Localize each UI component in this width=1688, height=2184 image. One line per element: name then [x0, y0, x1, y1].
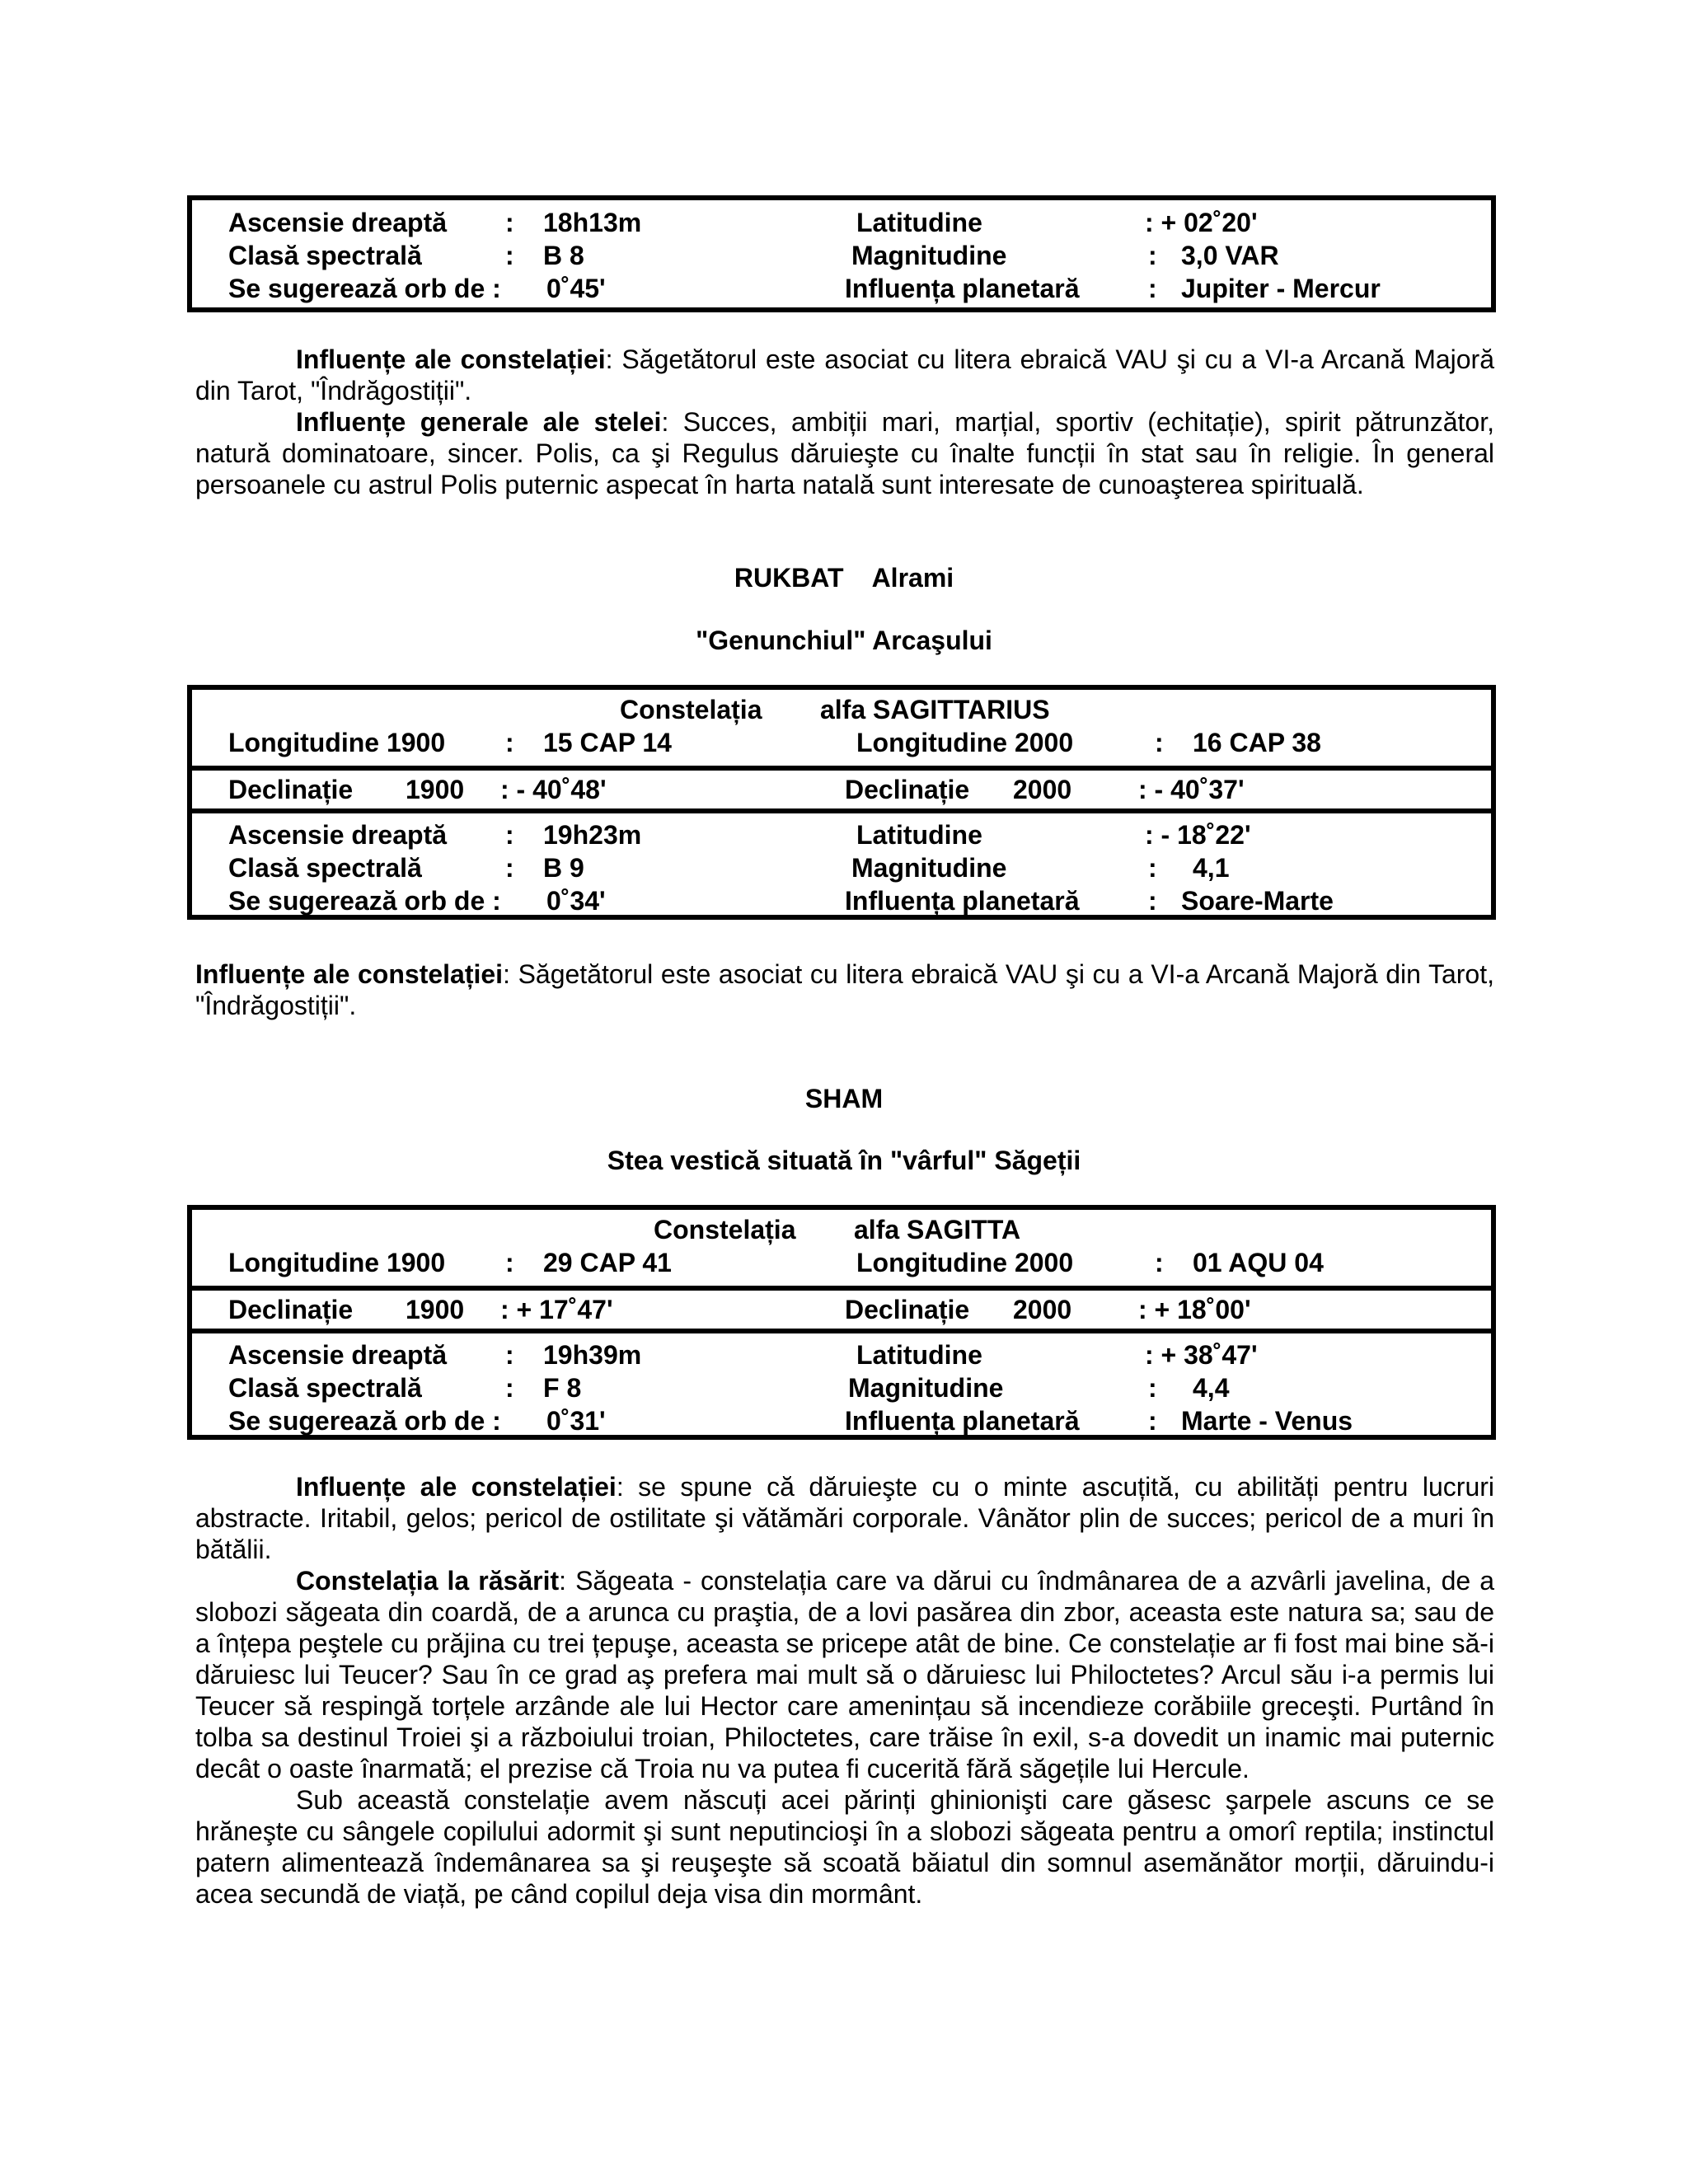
- coordinates-section: [192, 808, 1491, 917]
- right-ascension-label: Ascensie dreaptă: [228, 1340, 448, 1370]
- constellation-row: [192, 1213, 1491, 1246]
- declination-2000-value: : - 40˚37ʹ: [1138, 775, 1245, 804]
- paragraph: [195, 406, 1494, 500]
- spectral-class-label: Clasă spectrală: [228, 1373, 422, 1403]
- longitude-section: [192, 1210, 1491, 1286]
- declination-1900-value: : - 40˚48ʹ: [500, 775, 607, 804]
- longitude-1900-label: Longitudine 1900: [228, 1248, 446, 1277]
- declination-section: [192, 1286, 1491, 1329]
- orb-value: 0˚31ʹ: [546, 1406, 606, 1436]
- planetary-influence-value: Marte - Venus: [1181, 1406, 1353, 1436]
- right-ascension-value: 18h13m: [543, 208, 642, 237]
- spectral-class-label: Clasă spectrală: [228, 853, 422, 883]
- latitude-value: : + 02˚20ʹ: [1145, 208, 1258, 237]
- latitude-label: Latitudine: [856, 208, 982, 237]
- spectral-class-label: Clasă spectrală: [228, 241, 422, 270]
- colon: :: [1148, 886, 1157, 916]
- declination-2000-value: : + 18˚00ʹ: [1138, 1295, 1251, 1324]
- constellation-influence-label: Influențe ale constelației: [296, 1472, 617, 1502]
- magnitude-label: Magnitudine: [851, 241, 1007, 270]
- table-row: [192, 884, 1491, 917]
- declination-2000-year: 2000: [1013, 775, 1072, 804]
- declination-1900-year: 1900: [406, 775, 465, 804]
- longitude-1900-value: 15 CAP 14: [543, 728, 672, 757]
- spectral-class-value: F 8: [543, 1373, 582, 1403]
- colon: :: [1148, 1373, 1157, 1403]
- planetary-influence-label: Influența planetară: [845, 886, 1080, 916]
- planetary-influence-label: Influența planetară: [845, 274, 1080, 303]
- star-data-table-sham: [187, 1205, 1496, 1440]
- declination-2000-label: Declinație: [845, 775, 970, 804]
- orb-value: 0˚34ʹ: [546, 886, 606, 916]
- star-name: RUKBAT: [734, 563, 844, 593]
- declination-1900-year: 1900: [406, 1295, 465, 1324]
- right-ascension-value: 19h23m: [543, 820, 642, 850]
- constellation-label: Constelația: [620, 695, 762, 724]
- longitude-2000-value: 01 AQU 04: [1193, 1248, 1324, 1277]
- longitude-2000-label: Longitudine 2000: [856, 728, 1074, 757]
- declination-2000-label: Declinație: [845, 1295, 970, 1324]
- longitude-1900-label: Longitudine 1900: [228, 728, 446, 757]
- magnitude-value: 4,4: [1193, 1373, 1230, 1403]
- colon: :: [1155, 1248, 1164, 1277]
- colon: :: [505, 1373, 514, 1403]
- table-row: [192, 773, 1491, 806]
- colon: :: [505, 728, 514, 757]
- constellation-row: [192, 693, 1491, 726]
- magnitude-label: Magnitudine: [848, 1373, 1004, 1403]
- latitude-value: : - 18˚22ʹ: [1145, 820, 1251, 850]
- subtitle-text: Stea vestică situată în "vârful" Săgeții: [607, 1146, 1081, 1175]
- rising-constellation-label: Constelația la răsărit: [296, 1566, 560, 1596]
- paragraph-text: : Săgeata - constelația care va dărui cu îndmânarea de a azvârli javelina, de a slobozi săgeata din coardă, de a arunca cu praştia, de a lovi pasărea din zbor, aceasta este natura sa; sau de a înțepa peştele cu prăjina cu trei țepuşe, aceasta se pricepe atât de bine. Ce constelație ar fi fost mai bine să-i dăruiesc lui Teucer? Sau în ce grad aş prefera mai mult să o dăruiesc lui Philoctetes? Arcul său i-a permis lui Teucer să respingă torțele arzânde ale lui Hector care amenințau să incendieze corăbiile greceşti. Purtând în tolba sa destinul Troiei şi a războiului troian, Philoctetes, care trăise în exil, s-a dovedit un inamic mai puternic decât o oaste înarmată; el prezise că Troia nu va putea fi cucerită fără săgețile lui Hercule.: [195, 1566, 1495, 1783]
- orb-label: Se sugerează orb de :: [228, 274, 501, 303]
- declination-1900-value: : + 17˚47ʹ: [500, 1295, 613, 1324]
- table-row: [192, 851, 1491, 884]
- longitude-2000-label: Longitudine 2000: [856, 1248, 1074, 1277]
- colon: :: [1148, 274, 1157, 303]
- longitude-section: [192, 690, 1491, 766]
- table-row: [192, 206, 1491, 239]
- magnitude-value: 4,1: [1193, 853, 1230, 883]
- colon: :: [505, 208, 514, 237]
- declination-1900-label: Declinație: [228, 775, 354, 804]
- table-row: [192, 818, 1491, 851]
- paragraph: [195, 1565, 1494, 1784]
- spectral-class-value: B 8: [543, 241, 584, 270]
- colon: :: [1148, 241, 1157, 270]
- coordinates-section: [192, 200, 1491, 305]
- right-ascension-value: 19h39m: [543, 1340, 642, 1370]
- polis-description: [195, 344, 1494, 500]
- right-ascension-label: Ascensie dreaptă: [228, 820, 448, 850]
- paragraph-text: : Săgetătorul este asociat cu litera ebraică VAU şi cu a VI-a Arcană Majoră din Tarot, "Îndrăgostiții".: [195, 344, 1495, 405]
- colon: :: [1148, 1406, 1157, 1436]
- star-subtitle-rukbat: [0, 624, 1688, 657]
- colon: :: [1148, 853, 1157, 883]
- table-row: [192, 1371, 1491, 1404]
- table-row: [192, 1293, 1491, 1326]
- paragraph-text: Sub această constelație avem născuți acei părinți ghinionişti care găsesc şarpele ascuns ce se hrăneşte cu sângele copilului adormit şi sunt neputincioşi în a slobozi săgeata pentru a omorî reptila; instinctul patern alimentează îndemânarea sa şi reuşeşte să scoată băiatul din somnul asemănător morții, dăruindu-i acea secundă de viață, pe când copilul deja visa din mormânt.: [195, 1785, 1494, 1909]
- table-row: [192, 1246, 1491, 1279]
- paragraph: [195, 958, 1494, 1021]
- colon: :: [1155, 728, 1164, 757]
- paragraph-text: : se spune că dăruieşte cu o minte ascuțită, cu abilități pentru lucruri abstracte. Iritabil, gelos; pericol de ostilitate şi vătămări corporale. Vânător plin de succes; pericol de a muri în bătălii.: [195, 1472, 1495, 1564]
- paragraph: [195, 1471, 1494, 1565]
- star-data-table-polis: [187, 195, 1496, 312]
- latitude-value: : + 38˚47ʹ: [1145, 1340, 1258, 1370]
- paragraph-text: : Succes, ambiții mari, marțial, sportiv (echitație), spirit pătrunzător, natură dominatoare, sincer. Polis, ca şi Regulus dăruieşte cu înalte funcții în stat sau în religie. În general persoanele cu astrul Polis puternic aspecat în harta natală sunt interesate de cunoaşterea spirituală.: [195, 407, 1495, 499]
- star-heading-sham: [0, 1082, 1688, 1115]
- table-row: [192, 1404, 1491, 1437]
- latitude-label: Latitudine: [856, 820, 982, 850]
- table-row: [192, 239, 1491, 272]
- magnitude-value: 3,0 VAR: [1181, 241, 1279, 270]
- declination-1900-label: Declinație: [228, 1295, 354, 1324]
- colon: :: [505, 1248, 514, 1277]
- declination-section: [192, 766, 1491, 808]
- right-ascension-label: Ascensie dreaptă: [228, 208, 448, 237]
- longitude-2000-value: 16 CAP 38: [1193, 728, 1321, 757]
- planetary-influence-value: Soare-Marte: [1181, 886, 1334, 916]
- orb-label: Se sugerează orb de :: [228, 1406, 501, 1436]
- constellation-name: alfa SAGITTARIUS: [820, 695, 1050, 724]
- colon: :: [505, 820, 514, 850]
- coordinates-section: [192, 1329, 1491, 1437]
- orb-value: 0˚45ʹ: [546, 274, 606, 303]
- table-row: [192, 726, 1491, 759]
- table-row: [192, 272, 1491, 305]
- paragraph: [195, 344, 1494, 406]
- star-data-table-rukbat: [187, 685, 1496, 920]
- planetary-influence-value: Jupiter - Mercur: [1181, 274, 1381, 303]
- star-alt-name: Alrami: [871, 563, 954, 593]
- colon: :: [505, 1340, 514, 1370]
- constellation-influence-label: Influențe ale constelației: [296, 344, 606, 374]
- planetary-influence-label: Influența planetară: [845, 1406, 1080, 1436]
- declination-2000-year: 2000: [1013, 1295, 1072, 1324]
- star-influence-label: Influențe generale ale stelei: [296, 407, 662, 437]
- star-subtitle-sham: [0, 1144, 1688, 1177]
- colon: :: [505, 853, 514, 883]
- spectral-class-value: B 9: [543, 853, 584, 883]
- table-row: [192, 1338, 1491, 1371]
- subtitle-text: "Genunchiul" Arcaşului: [696, 626, 992, 655]
- star-heading-rukbat: [0, 561, 1688, 594]
- star-name: SHAM: [804, 1084, 884, 1113]
- constellation-label: Constelația: [654, 1215, 796, 1244]
- sham-description: [195, 1471, 1494, 1910]
- magnitude-label: Magnitudine: [851, 853, 1007, 883]
- constellation-influence-label: Influențe ale constelației: [195, 959, 504, 989]
- rukbat-description: [195, 958, 1494, 1021]
- colon: :: [505, 241, 514, 270]
- paragraph: [195, 1784, 1494, 1910]
- latitude-label: Latitudine: [856, 1340, 982, 1370]
- longitude-1900-value: 29 CAP 41: [543, 1248, 672, 1277]
- constellation-name: alfa SAGITTA: [854, 1215, 1021, 1244]
- paragraph-text: : Săgetătorul este asociat cu litera ebraică VAU şi cu a VI-a Arcană Majoră din Tarot, "Îndrăgostiții".: [195, 959, 1495, 1020]
- orb-label: Se sugerează orb de :: [228, 886, 501, 916]
